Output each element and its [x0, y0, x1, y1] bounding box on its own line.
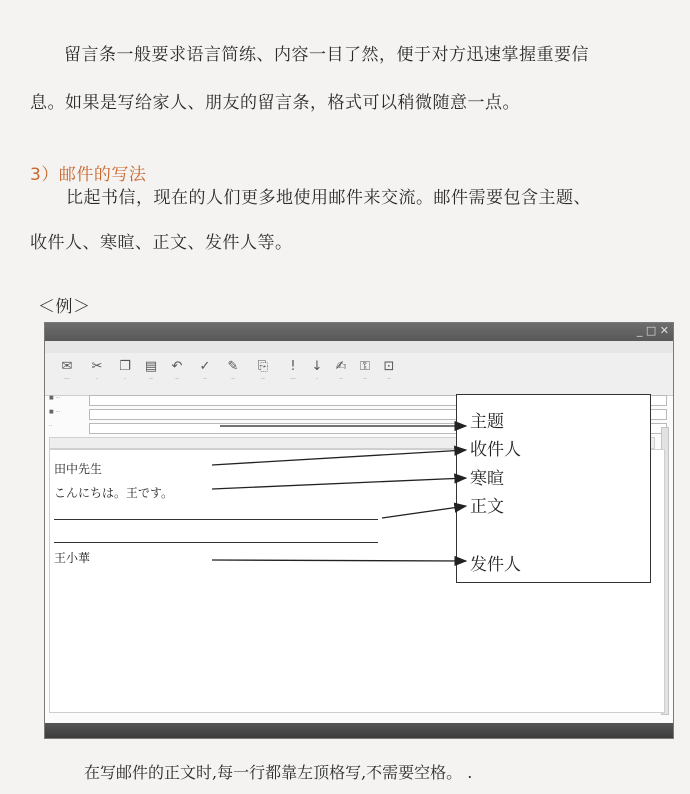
undo-icon[interactable]: ↶ ··	[171, 359, 183, 383]
paste-icon[interactable]: ▤ ··	[144, 359, 158, 383]
encrypt-icon[interactable]: ⚿ ··	[360, 359, 370, 383]
greeting-line: こんにちは。王です。	[54, 486, 174, 500]
window-controls-icon[interactable]: _ □ ✕	[636, 324, 669, 337]
arrow-recipient	[212, 450, 466, 465]
callout-label-body: 正文	[470, 497, 504, 517]
callout-label-sender: 发件人	[470, 555, 521, 575]
section-line-1: 比起书信，现在的人们更多地使用邮件来交流。邮件需要包含主题、	[66, 188, 591, 208]
sign-icon[interactable]: ✍ ··	[335, 359, 347, 383]
arrow-sender	[212, 560, 466, 561]
subject-row-label: ··	[49, 423, 53, 429]
callout-label-subject: 主题	[470, 412, 504, 432]
check-icon[interactable]: ✓ ··	[199, 359, 211, 383]
cc-row-label: ■ ···	[49, 409, 61, 415]
sender-line: 王小華	[54, 551, 91, 565]
callout-label-recipient: 收件人	[470, 440, 521, 460]
section-line-2: 收件人、寒暄、正文、发件人等。	[30, 233, 293, 253]
cut-icon[interactable]: ✂ ·	[91, 359, 103, 383]
priority-icon[interactable]: ! ···	[290, 359, 296, 383]
section-heading: 3）邮件的写法	[30, 165, 147, 185]
arrow-body	[382, 506, 466, 518]
recipient-line: 田中先生	[54, 462, 103, 476]
caption: 在写邮件的正文时,每一行都靠左顶格写,不需要空格。 .	[84, 763, 473, 782]
arrow-greeting	[212, 478, 466, 489]
offline-icon[interactable]: ⊡ ··	[383, 359, 395, 383]
copy-icon[interactable]: ❐ ·	[119, 359, 131, 383]
paragraph-line-2: 息。如果是写给家人、朋友的留言条，格式可以稍微随意一点。	[30, 93, 520, 113]
low-priority-icon[interactable]: ↓ ·	[311, 359, 323, 383]
paragraph-line-1: 留言条一般要求语言简练、内容一目了然，便于对方迅速掌握重要信	[64, 45, 589, 65]
to-row-label: ■ ···	[49, 395, 61, 401]
example-label: ＜例＞	[38, 297, 91, 317]
attach-icon[interactable]: ⎘ ··	[257, 359, 269, 383]
callout-label-greeting: 寒暄	[470, 469, 504, 489]
send-icon[interactable]: ✉ ···	[61, 359, 73, 383]
spelling-icon[interactable]: ✎ ··	[227, 359, 239, 383]
